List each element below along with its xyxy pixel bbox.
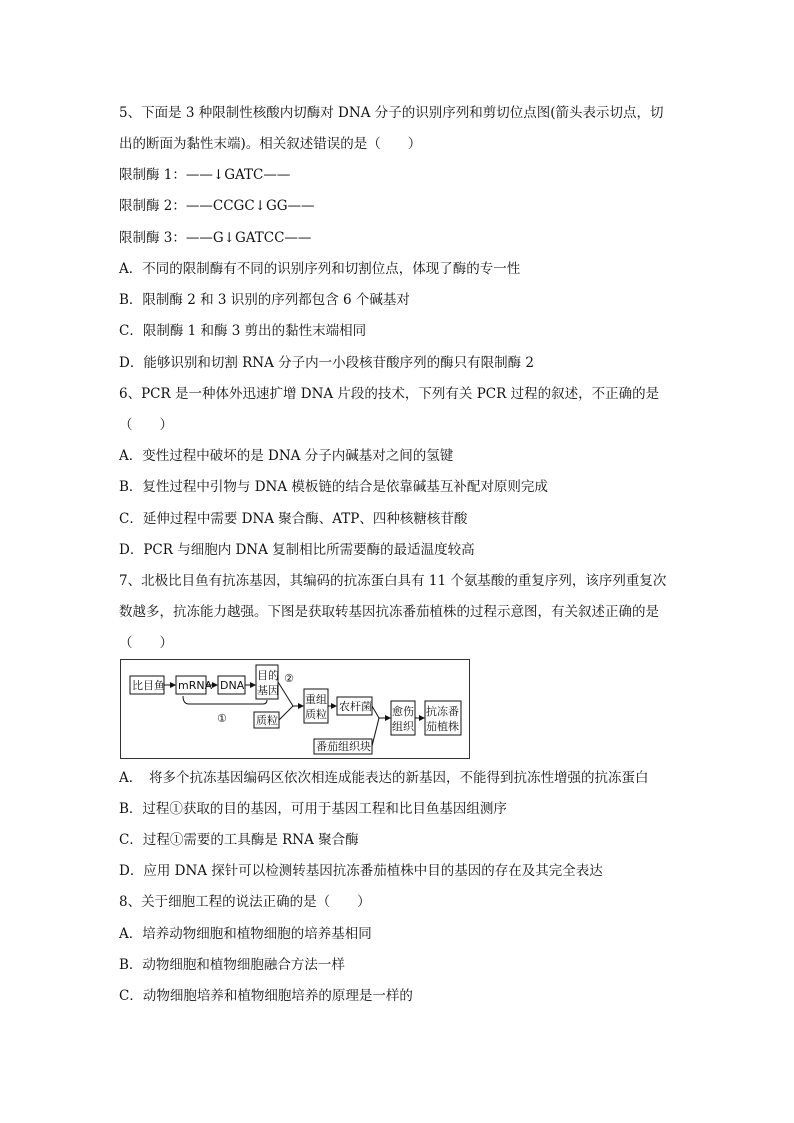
label-callus-1: 愈伤 [392, 705, 414, 718]
label-gene-1: 目的 [257, 669, 279, 682]
q8-option-a: A．培养动物细胞和植物细胞的培养基相同 [119, 926, 372, 942]
q7-stem-line3: （ ） [119, 635, 173, 651]
q7-option-b: B．过程①获取的目的基因，可用于基因工程和比目鱼基因组测序 [119, 801, 507, 817]
q6-stem-line2: （ ） [119, 417, 173, 433]
q5-enzyme3: 限制酶 3：——G↓GATCC—— [119, 230, 312, 246]
process-flow-svg [121, 660, 469, 758]
label-dna: DNA [220, 679, 245, 692]
label-callus-2: 组织 [392, 720, 414, 733]
label-plasmid: 质粒 [256, 714, 278, 727]
q7-stem-line1: 7、北极比目鱼有抗冻基因，其编码的抗冻蛋白具有 11 个氨基酸的重复序列，该序列重复次 [119, 573, 667, 589]
q7-stem-line2: 数越多，抗冻能力越强。下图是获取转基因抗冻番茄植株的过程示意图，有关叙述正确的是 [119, 604, 659, 620]
arrow-gene-recomb [278, 682, 303, 706]
label-recomb-2: 质粒 [305, 708, 327, 721]
q8-option-b: B．动物细胞和植物细胞融合方法一样 [119, 957, 345, 973]
arrow-tissue-callus [372, 718, 379, 746]
q5-stem-line2: 出的断面为黏性末端)。相关叙述错误的是（ ） [119, 136, 422, 152]
q5-enzyme2: 限制酶 2：——CCGC↓GG—— [119, 198, 315, 214]
label-mrna: mRNA [178, 679, 213, 692]
q5-option-d: D．能够识别和切割 RNA 分子内一小段核苷酸序列的酶只有限制酶 2 [119, 355, 535, 371]
q6-option-a: A．变性过程中破坏的是 DNA 分子内碱基对之间的氢键 [119, 448, 454, 464]
q5-option-a: A．不同的限制酶有不同的识别序列和切割位点，体现了酶的专一性 [119, 261, 521, 277]
label-tissue: 番茄组织块 [316, 740, 371, 753]
label-gene-2: 基因 [257, 684, 279, 697]
arrow-agro-callus [372, 706, 390, 718]
arrow-plasmid-recomb [279, 706, 293, 720]
label-agro: 农杆菌 [339, 700, 372, 713]
q5-stem-line1: 5、下面是 3 种限制性核酸内切酶对 DNA 分子的识别序列和剪切位点图(箭头表示切点，切 [119, 105, 664, 121]
label-plant-1: 抗冻番 [426, 705, 459, 718]
q6-stem-line1: 6、PCR 是一种体外迅速扩增 DNA 片段的技术，下列有关 PCR 过程的叙述，不正确的是 [119, 386, 660, 402]
label-step2: ② [284, 672, 294, 685]
transgenic-process-diagram [120, 659, 470, 759]
label-step1: ① [217, 712, 227, 725]
label-recomb-1: 重组 [305, 693, 327, 706]
q7-option-a: A． 将多个抗冻基因编码区依次相连成能表达的新基因，不能得到抗冻性增强的抗冻蛋白 [119, 770, 649, 786]
label-fish: 比目鱼 [132, 679, 165, 692]
q5-option-c: C．限制酶 1 和酶 3 剪出的黏性末端相同 [119, 323, 367, 339]
q5-enzyme1: 限制酶 1：——↓GATC—— [119, 167, 291, 183]
q8-stem: 8、关于细胞工程的说法正确的是（ ） [119, 894, 371, 910]
brace-step1 [183, 696, 267, 704]
q6-option-b: B．复性过程中引物与 DNA 模板链的结合是依靠碱基互补配对原则完成 [119, 479, 548, 495]
q5-option-b: B．限制酶 2 和 3 识别的序列都包含 6 个碱基对 [119, 292, 410, 308]
q7-option-d: D．应用 DNA 探针可以检测转基因抗冻番茄植株中目的基因的存在及其完全表达 [119, 863, 603, 879]
q7-option-c: C．过程①需要的工具酶是 RNA 聚合酶 [119, 832, 359, 848]
q8-option-c: C．动物细胞培养和植物细胞培养的原理是一样的 [119, 988, 413, 1004]
label-plant-2: 茄植株 [426, 720, 459, 733]
q6-option-c: C．延伸过程中需要 DNA 聚合酶、ATP、四种核糖核苷酸 [119, 511, 468, 527]
q6-option-d: D．PCR 与细胞内 DNA 复制相比所需要酶的最适温度较高 [119, 542, 475, 558]
